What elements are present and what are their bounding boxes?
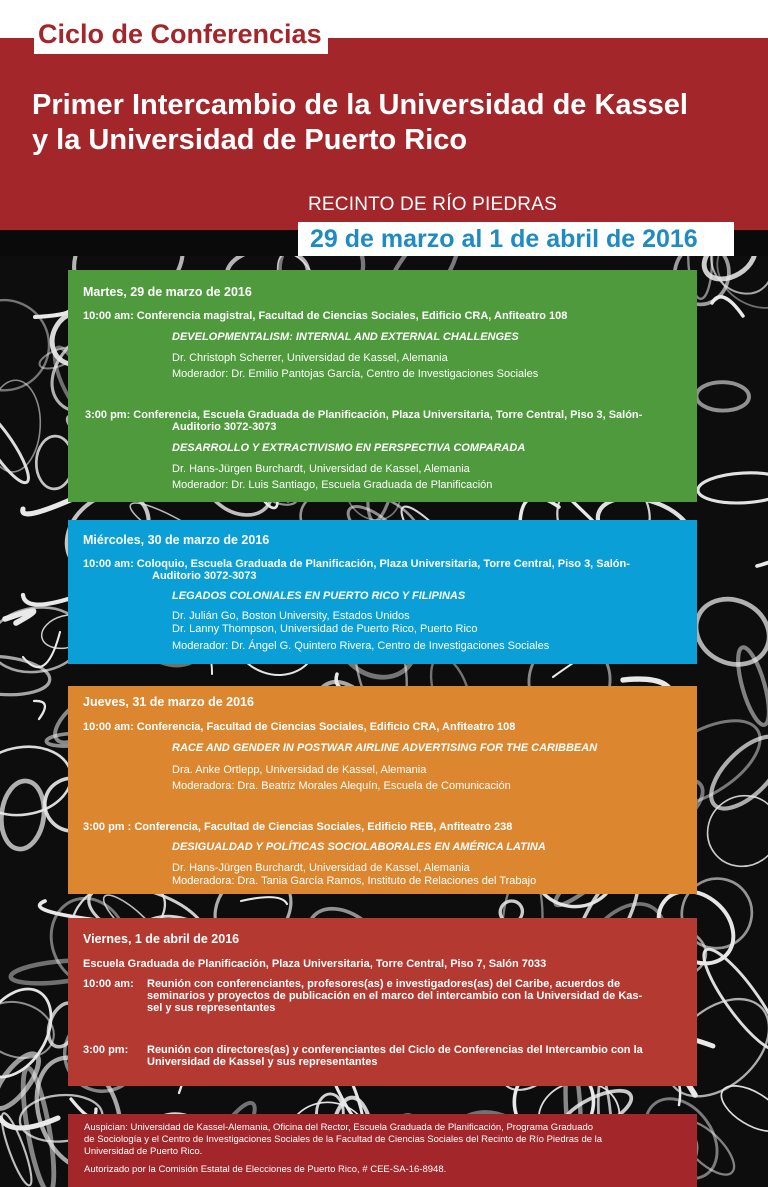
dates-text: 29 de marzo al 1 de abril de 2016: [310, 225, 698, 253]
title-line-1: Primer Intercambio de la Universidad de Kassel: [32, 89, 688, 121]
event-heading: 3:00 pm: Conferencia, Escuela Graduada de Planificación, Plaza Universitaria, Torre Central, Piso 3, Salón-: [85, 409, 643, 421]
event-title: DESIGUALDAD Y POLÍTICAS SOCIOLABORALES EN AMÉRICA LATINA: [172, 841, 546, 853]
event-moderator: Moderadora: Dra. Beatriz Morales Alequín, Escuela de Comunicación: [172, 780, 511, 792]
event-speaker: Dr. Lanny Thompson, Universidad de Puerto Rico, Puerto Rico: [172, 623, 478, 635]
event-heading: 10:00 am: Coloquio, Escuela Graduada de Planificación, Plaza Universitaria, Torre Central, Piso 3, Salón-: [83, 558, 630, 570]
event-description: Universidad de Kassel y sus representantes: [147, 1056, 378, 1068]
event-heading: 10:00 am: Conferencia magistral, Facultad de Ciencias Sociales, Edificio CRA, Anfiteatro 108: [83, 310, 568, 322]
sponsors-line: de Sociología y el Centro de Investigaciones Sociales de la Facultad de Ciencias Sociales del Recinto de Río Piedras de la: [84, 1134, 603, 1145]
day-panel-friday: [68, 918, 697, 1086]
campus-label: RECINTO DE RÍO PIEDRAS: [308, 194, 557, 215]
poster-title: [32, 88, 752, 158]
event-heading-cont: Auditorio 3072-3073: [172, 421, 277, 433]
event-heading: 10:00 am: Conferencia, Facultad de Ciencias Sociales, Edificio CRA, Anfiteatro 108: [83, 721, 516, 733]
event-title: RACE AND GENDER IN POSTWAR AIRLINE ADVERTISING FOR THE CARIBBEAN: [172, 742, 598, 754]
sponsors-line: Universidad de Puerto Rico.: [84, 1146, 203, 1157]
title-line-2: y la Universidad de Puerto Rico: [32, 124, 468, 156]
event-title: DEVELOPMENTALISM: INTERNAL AND EXTERNAL CHALLENGES: [172, 331, 519, 343]
day-heading: Jueves, 31 de marzo de 2016: [83, 695, 254, 709]
event-time: 3:00 pm:: [83, 1044, 129, 1056]
day-heading: Miércoles, 30 de marzo de 2016: [83, 533, 270, 547]
event-location: Escuela Graduada de Planificación, Plaza Universitaria, Torre Central, Piso 7, Salón 7033: [83, 958, 547, 970]
event-description: Reunión con conferenciantes, profesores(as) e investigadores(as) del Caribe, acuerdos de: [147, 978, 621, 990]
sponsors-footer: [68, 1114, 697, 1187]
event-moderator: Moderador: Dr. Ángel G. Quintero Rivera, Centro de Investigaciones Sociales: [172, 640, 550, 652]
event-moderator: Moderadora: Dra. Tania García Ramos, Instituto de Relaciones del Trabajo: [172, 875, 537, 887]
event-title: LEGADOS COLONIALES EN PUERTO RICO Y FILIPINAS: [172, 590, 466, 602]
event-description: sel y sus representantes: [147, 1002, 276, 1014]
poster-header: [0, 0, 768, 230]
authorization-line: Autorizado por la Comisión Estatal de Elecciones de Puerto Rico, # CEE-SA-16-8948.: [84, 1164, 447, 1175]
event-description: Reunión con directores(as) y conferenciantes del Ciclo de Conferencias del Intercambio con la: [147, 1044, 643, 1056]
event-heading-cont: Auditorio 3072-3073: [152, 570, 257, 582]
event-moderator: Moderador: Dr. Emilio Pantojas García, Centro de Investigaciones Sociales: [172, 368, 539, 380]
event-moderator: Moderador: Dr. Luis Santiago, Escuela Graduada de Planificación: [172, 479, 493, 491]
event-title: DESARROLLO Y EXTRACTIVISMO EN PERSPECTIVA COMPARADA: [172, 442, 526, 454]
sponsors-line: Auspician: Universidad de Kassel-Alemania, Oficina del Rector, Escuela Graduada de Planificación, Programa Graduado: [84, 1122, 594, 1133]
event-time: 10:00 am:: [83, 978, 134, 990]
day-panel-thursday: [68, 686, 697, 894]
day-panel-tuesday: [68, 270, 697, 502]
day-heading: Martes, 29 de marzo de 2016: [83, 285, 252, 299]
event-speaker: Dr. Christoph Scherrer, Universidad de Kassel, Alemania: [172, 352, 448, 364]
event-speaker: Dr. Julián Go, Boston University, Estados Unidos: [172, 610, 410, 622]
series-label: Ciclo de Conferencias: [34, 14, 328, 54]
day-panel-wednesday: [68, 520, 697, 664]
dates-banner: [298, 222, 734, 256]
event-heading: 3:00 pm : Conferencia, Facultad de Ciencias Sociales, Edificio REB, Anfiteatro 238: [83, 821, 513, 833]
event-speaker: Dr. Hans-Jürgen Burchardt, Universidad de Kassel, Alemania: [172, 862, 470, 874]
day-heading: Viernes, 1 de abril de 2016: [83, 932, 240, 946]
event-description: seminarios y proyectos de publicación en el marco del intercambio con la Universidad de Kas-: [147, 990, 643, 1002]
event-speaker: Dr. Hans-Jürgen Burchardt, Universidad de Kassel, Alemania: [172, 463, 470, 475]
event-speaker: Dra. Anke Ortlepp, Universidad de Kassel, Alemania: [172, 764, 427, 776]
